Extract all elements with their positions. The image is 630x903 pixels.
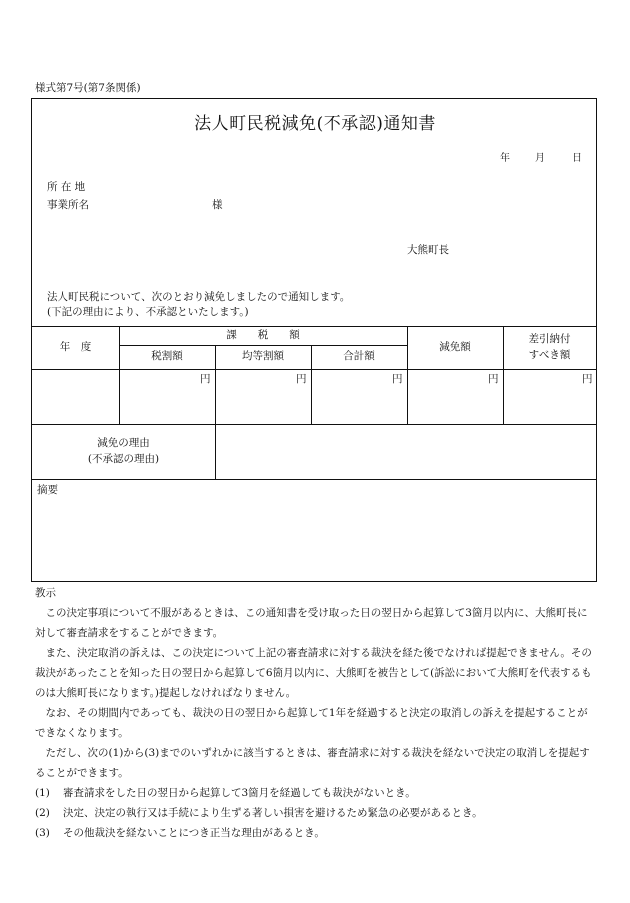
- header-bottom-line: [32, 369, 596, 370]
- reason-row-bottom-line: [32, 479, 596, 480]
- date-year-label: 年: [500, 153, 510, 164]
- payable-header: [503, 326, 596, 369]
- form-number-label: 様式第7号(第7条関係): [35, 82, 141, 94]
- date-day-label: 日: [572, 153, 582, 164]
- reduction-header: 減免額: [439, 340, 471, 353]
- reason-label-line2: (不承認の理由): [87, 452, 160, 465]
- yen-unit: 円: [296, 373, 307, 385]
- instruction-paragraph: ただし、次の(1)から(3)までのいずれかに該当するときは、審査請求に対する裁決を経ないで決定の取消しを提起することができます。: [35, 747, 590, 779]
- address-label: 所 在 地: [47, 181, 86, 193]
- instruction-paragraph: なお、その期間内であっても、裁決の日の翌日から起算して1年を経過すると決定の取消しの訴えを提起することができなくなります。: [35, 707, 588, 739]
- document-title: 法人町民税減免(不承認)通知書: [194, 114, 436, 134]
- list-item-number: (2): [35, 807, 50, 819]
- yen-unit: 円: [392, 373, 403, 385]
- reason-label: [32, 424, 215, 479]
- list-item: [35, 803, 597, 823]
- date-month-label: 月: [535, 153, 545, 164]
- yen-unit: 円: [488, 373, 499, 385]
- per-capita-levy-header: 均等割額: [242, 350, 284, 363]
- business-name-label: 事業所名: [47, 199, 89, 211]
- list-item-text: 審査請求をした日の翌日から起算して3箇月を経過しても裁決がないとき。: [63, 787, 416, 799]
- total-header: 合計額: [343, 350, 375, 363]
- notice-form: [31, 98, 597, 582]
- list-item-number: (1): [35, 787, 50, 799]
- summary-label: 摘要: [37, 484, 58, 496]
- payable-header-line2: すべき額: [528, 348, 571, 361]
- tax-amount-header: 課 税 額: [226, 328, 300, 341]
- list-item-text: その他裁決を経ないことにつき正当な理由があるとき。: [63, 827, 325, 839]
- intro-disapproval-text: (下記の理由により、不承認といたします。): [47, 306, 249, 318]
- instructions-heading: 教示: [35, 587, 56, 599]
- list-item: [35, 823, 597, 843]
- yen-unit: 円: [200, 373, 211, 385]
- intro-text: 法人町民税について、次のとおり減免しましたので通知します。: [47, 291, 351, 303]
- issuer-name: 大熊町長: [407, 244, 449, 256]
- list-item-number: (3): [35, 827, 50, 839]
- reason-label-line1: 減免の理由: [97, 437, 150, 450]
- list-item: [35, 783, 597, 803]
- instruction-paragraph: この決定事項について不服があるときは、この通知書を受け取った日の翌日から起算して3箇月以内に、大熊町長に対して審査請求をすることができます。: [35, 607, 588, 639]
- year-header: 年 度: [59, 340, 92, 353]
- yen-unit: 円: [582, 373, 593, 385]
- payable-header-line1: 差引納付: [528, 333, 571, 346]
- list-item-text: 決定、決定の執行又は手続により生ずる著しい損害を避けるため緊急の必要があるとき。: [63, 807, 483, 819]
- reason-column-line: [215, 424, 216, 479]
- appeal-instructions: [35, 583, 597, 843]
- instruction-paragraph: また、決定取消の訴えは、この決定について上記の審査請求に対する裁決を経た後でなければ提起できません。その裁決があったことを知った日の翌日から起算して6箇月以内に、大熊町を被告として(訴訟において大熊町を代表するものは大熊町長になります。)提起しなければなりません。: [35, 647, 592, 699]
- income-levy-header: 税割額: [151, 350, 183, 363]
- honorific-label: 様: [212, 199, 223, 211]
